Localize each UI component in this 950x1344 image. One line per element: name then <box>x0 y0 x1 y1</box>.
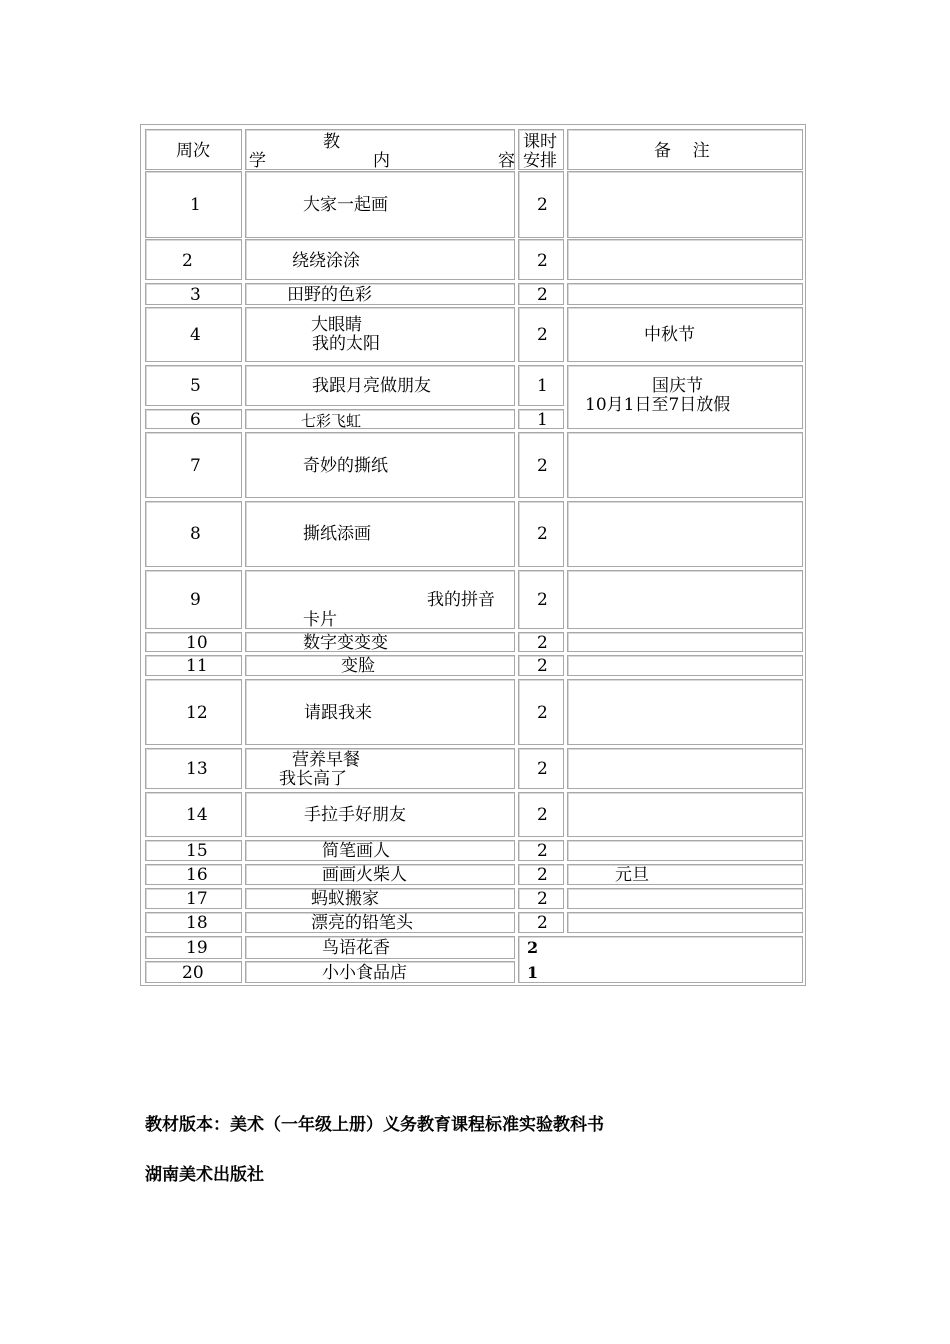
note-cell <box>567 888 803 909</box>
hours-cell <box>518 409 564 429</box>
week-cell <box>145 432 242 498</box>
note-cell <box>567 432 803 498</box>
week-cell <box>145 283 242 305</box>
lesson-hours: 2 <box>537 889 548 909</box>
content-cell <box>245 655 515 676</box>
lesson-title: 变脸 <box>341 656 375 676</box>
note-cell <box>567 655 803 676</box>
content-cell <box>245 864 515 885</box>
content-cell <box>245 501 515 567</box>
lesson-hours: 2 <box>537 524 548 544</box>
content-cell <box>245 409 515 429</box>
content-cell <box>245 239 515 280</box>
week-cell <box>145 936 242 959</box>
hours-cell <box>518 679 564 745</box>
note-cell <box>567 840 803 861</box>
note-cell <box>567 283 803 305</box>
header-hours-cell <box>518 129 564 170</box>
hours-note-cell <box>518 936 803 983</box>
content-cell <box>245 365 515 406</box>
lesson-hours: 1 <box>527 963 539 982</box>
note-cell <box>567 792 803 837</box>
holiday-note: 元旦 <box>615 865 649 885</box>
header-week: 周次 <box>176 141 210 161</box>
week-number: 5 <box>190 376 201 396</box>
lesson-hours: 2 <box>537 703 548 723</box>
week-cell <box>145 679 242 745</box>
content-cell <box>245 792 515 837</box>
textbook-edition: 教材版本：美术（一年级上册）义务教育课程标准实验教科书 <box>145 1115 604 1135</box>
lesson-title: 请跟我来 <box>304 703 372 723</box>
hours-cell <box>518 570 564 629</box>
week-number: 1 <box>190 195 201 215</box>
content-cell <box>245 632 515 652</box>
lesson-title: 田野的色彩 <box>287 285 372 305</box>
hours-cell <box>518 864 564 885</box>
note-cell <box>567 171 803 238</box>
week-number: 14 <box>186 805 208 825</box>
hours-cell <box>518 792 564 837</box>
content-cell <box>245 570 515 629</box>
week-cell <box>145 748 242 789</box>
lesson-title: 我的拼音 <box>427 590 495 610</box>
holiday-note: 国庆节 <box>652 376 703 396</box>
content-cell <box>245 283 515 305</box>
hours-cell <box>518 239 564 280</box>
lesson-hours: 2 <box>537 590 548 610</box>
week-number: 19 <box>186 938 208 958</box>
lesson-title: 手拉手好朋友 <box>304 805 406 825</box>
content-cell <box>245 679 515 745</box>
note-cell <box>567 912 803 933</box>
lesson-hours: 2 <box>537 841 548 861</box>
lesson-hours: 2 <box>537 195 548 215</box>
lesson-title: 简笔画人 <box>322 841 390 861</box>
week-cell <box>145 501 242 567</box>
lesson-hours: 2 <box>537 251 548 271</box>
content-cell <box>245 840 515 861</box>
week-number: 16 <box>186 865 208 885</box>
lesson-hours: 2 <box>537 633 548 653</box>
week-number: 15 <box>186 841 208 861</box>
hours-cell <box>518 501 564 567</box>
week-number: 10 <box>186 633 208 653</box>
lesson-title: 大眼睛 <box>311 315 362 335</box>
note-cell <box>567 365 803 429</box>
week-cell <box>145 365 242 406</box>
hours-cell <box>518 748 564 789</box>
header-hours-line2: 安排 <box>523 151 557 171</box>
lesson-title: 小小食品店 <box>322 963 407 983</box>
lesson-hours: 2 <box>537 913 548 933</box>
week-cell <box>145 239 242 280</box>
week-number: 20 <box>182 963 204 983</box>
lesson-title: 绕绕涂涂 <box>292 251 360 271</box>
content-cell <box>245 888 515 909</box>
content-cell <box>245 171 515 238</box>
week-cell <box>145 912 242 933</box>
header-content-char3: 容 <box>498 151 515 171</box>
lesson-title: 我的太阳 <box>312 334 380 354</box>
week-cell <box>145 307 242 362</box>
lesson-title: 大家一起画 <box>303 195 388 215</box>
header-content-top: 教 <box>323 132 340 152</box>
week-cell <box>145 171 242 238</box>
lesson-hours: 1 <box>537 376 548 396</box>
week-number: 7 <box>190 456 201 476</box>
week-number: 12 <box>186 703 208 723</box>
week-cell <box>145 888 242 909</box>
schedule-table <box>140 124 806 986</box>
hours-cell <box>518 365 564 406</box>
holiday-note-detail: 10月1日至7日放假 <box>585 395 731 415</box>
note-cell <box>567 864 803 885</box>
hours-cell <box>518 912 564 933</box>
week-cell <box>145 840 242 861</box>
header-notes: 备 注 <box>654 141 710 161</box>
content-cell <box>245 748 515 789</box>
hours-cell <box>518 632 564 652</box>
hours-cell <box>518 307 564 362</box>
hours-cell <box>518 171 564 238</box>
week-cell <box>145 655 242 676</box>
lesson-title: 漂亮的铅笔头 <box>311 913 413 933</box>
week-number: 18 <box>186 913 208 933</box>
lesson-title: 七彩飞虹 <box>301 412 362 430</box>
lesson-title: 我跟月亮做朋友 <box>312 376 431 396</box>
week-cell <box>145 961 242 983</box>
week-number: 9 <box>190 590 201 610</box>
note-cell <box>567 307 803 362</box>
week-cell <box>145 864 242 885</box>
lesson-hours: 2 <box>537 865 548 885</box>
week-number: 3 <box>190 285 201 305</box>
week-number: 13 <box>186 759 208 779</box>
lesson-title: 鸟语花香 <box>322 938 390 958</box>
lesson-hours: 2 <box>537 759 548 779</box>
lesson-title: 撕纸添画 <box>303 524 371 544</box>
lesson-title: 画画火柴人 <box>322 865 407 885</box>
content-cell <box>245 912 515 933</box>
lesson-hours: 2 <box>537 285 548 305</box>
hours-cell <box>518 655 564 676</box>
week-number: 17 <box>186 889 208 909</box>
lesson-title: 我长高了 <box>279 769 347 789</box>
header-notes-cell <box>567 129 803 170</box>
hours-cell <box>518 432 564 498</box>
hours-cell <box>518 888 564 909</box>
header-content-char2: 内 <box>373 151 390 171</box>
lesson-hours: 2 <box>537 805 548 825</box>
note-cell <box>567 679 803 745</box>
content-cell <box>245 307 515 362</box>
note-cell <box>567 632 803 652</box>
week-cell <box>145 792 242 837</box>
hours-cell <box>518 840 564 861</box>
lesson-title: 营养早餐 <box>292 750 360 770</box>
hours-cell <box>518 283 564 305</box>
header-content-char1: 学 <box>249 151 266 171</box>
publisher: 湖南美术出版社 <box>145 1165 264 1185</box>
note-cell <box>567 748 803 789</box>
content-cell <box>245 432 515 498</box>
note-cell <box>567 570 803 629</box>
week-number: 4 <box>190 325 201 345</box>
week-number: 8 <box>190 524 201 544</box>
lesson-hours: 1 <box>537 410 548 430</box>
week-cell <box>145 632 242 652</box>
holiday-note: 中秋节 <box>644 325 695 345</box>
week-number: 11 <box>186 656 208 676</box>
lesson-title: 数字变变变 <box>303 633 388 653</box>
lesson-hours: 2 <box>537 456 548 476</box>
week-number: 6 <box>190 410 201 430</box>
lesson-title: 卡片 <box>303 610 337 630</box>
header-hours-line1: 课时 <box>523 132 557 152</box>
week-number: 2 <box>182 251 193 271</box>
header-week-cell <box>145 129 242 170</box>
lesson-title: 奇妙的撕纸 <box>303 456 388 476</box>
note-cell <box>567 239 803 280</box>
week-cell <box>145 570 242 629</box>
week-cell <box>145 409 242 429</box>
lesson-title: 蚂蚁搬家 <box>311 889 379 909</box>
lesson-hours: 2 <box>537 325 548 345</box>
content-cell <box>245 936 515 959</box>
content-cell <box>245 961 515 983</box>
lesson-hours: 2 <box>537 656 548 676</box>
lesson-hours: 2 <box>527 938 539 957</box>
note-cell <box>567 501 803 567</box>
header-content-cell <box>245 129 515 170</box>
